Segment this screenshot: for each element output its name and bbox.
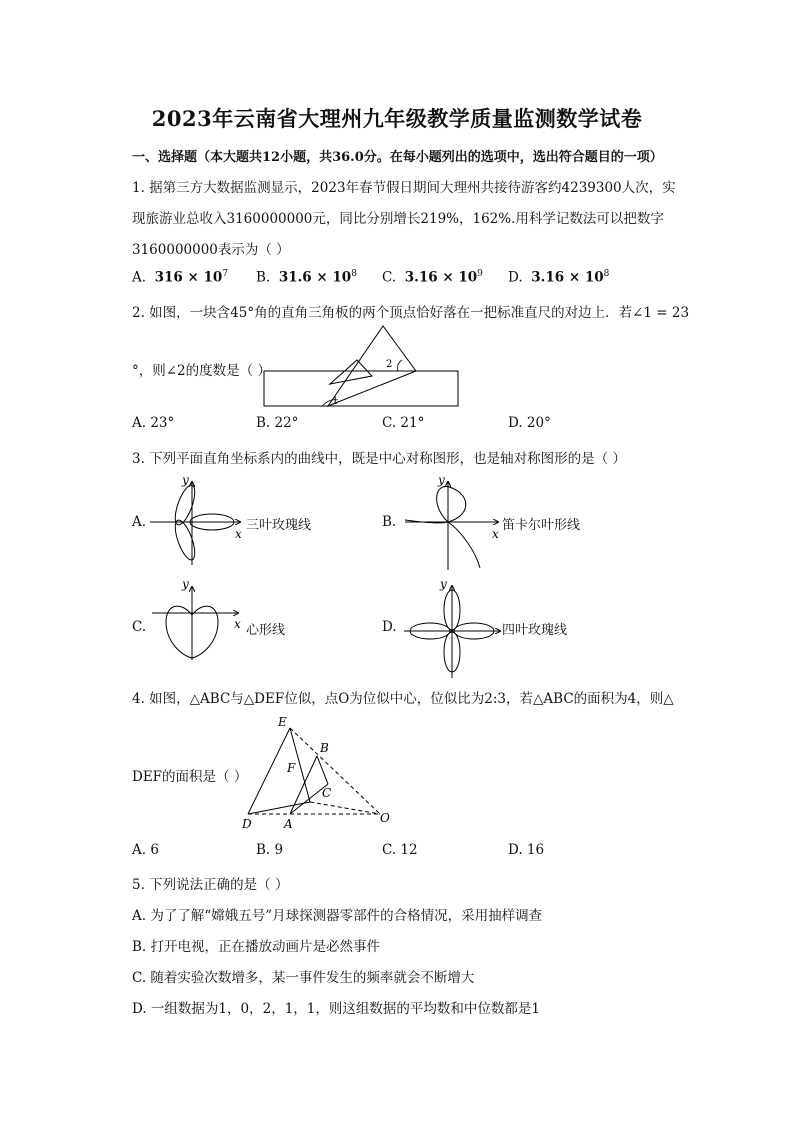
- svg-text:x: x: [234, 617, 241, 631]
- svg-text:x: x: [492, 527, 499, 541]
- q2-option-a[interactable]: A. 23°: [132, 415, 175, 431]
- q3-option-a-name: 三叶玫瑰线: [246, 518, 312, 533]
- point-c-label: C: [322, 786, 332, 800]
- point-e-label: E: [278, 715, 287, 729]
- q2-option-c[interactable]: C. 21°: [382, 415, 425, 431]
- svg-text:y: y: [438, 473, 445, 487]
- q4-line2: DEF的面积是（ ）: [132, 769, 248, 785]
- q3-option-c-name: 心形线: [246, 623, 286, 638]
- q2-line1: 2. 如图，一块含45°角的直角三角板的两个顶点恰好落在一把标准直尺的对边上．若∠1 = 23: [132, 305, 690, 321]
- q4-option-c[interactable]: C. 12: [382, 842, 418, 858]
- q1-option-b[interactable]: B. $31.6 \times 10^8$: [256, 269, 357, 286]
- q4-option-d[interactable]: D. 16: [508, 842, 545, 858]
- q5-option-c[interactable]: C. 随着实验次数增多，某一事件发生的频率就会不断增大: [132, 970, 475, 986]
- q1-line2: 现旅游业总收入3160000000元，同比分别增长219%，162%.用科学记数法可以把数字: [132, 211, 664, 227]
- q3-line1: 3. 下列平面直角坐标系内的曲线中，既是中心对称图形，也是轴对称图形的是（ ）: [132, 451, 626, 467]
- q4-option-a[interactable]: A. 6: [132, 842, 159, 858]
- q3-option-d-name: 四叶玫瑰线: [502, 623, 568, 638]
- q5-line1: 5. 下列说法正确的是（ ）: [132, 877, 289, 893]
- q2-option-b[interactable]: B. 22°: [256, 415, 299, 431]
- q1-line1: 1. 据第三方大数据监测显示，2023年春节假日期间大理州共接待游客约4239300人次，实: [132, 180, 676, 196]
- q5-option-d[interactable]: D. 一组数据为1，0，2，1，1，则这组数据的平均数和中位数都是1: [132, 1001, 540, 1017]
- q1-line3: 3160000000表示为（ ）: [132, 242, 290, 258]
- q1-option-d[interactable]: D. $3.16 \times 10^8$: [508, 269, 610, 286]
- q5-option-b[interactable]: B. 打开电视，正在播放动画片是必然事件: [132, 939, 381, 955]
- svg-text:y: y: [182, 577, 189, 591]
- q2-line2: °，则∠2的度数是（ ）: [132, 363, 271, 379]
- q3-option-c-label[interactable]: C.: [132, 619, 147, 635]
- svg-text:y: y: [182, 473, 189, 487]
- exam-title: 2023年云南省大理州九年级教学质量监测数学试卷: [151, 106, 643, 131]
- q1-option-a[interactable]: A. $316 \times 10^7$: [132, 269, 229, 286]
- point-o-label: O: [380, 811, 390, 825]
- q3-option-b-label[interactable]: B.: [382, 514, 397, 530]
- q3-option-a-label[interactable]: A.: [132, 514, 147, 530]
- q5-option-a[interactable]: A. 为了了解“嫦娥五号”月球探测器零部件的合格情况，采用抽样调查: [132, 908, 543, 924]
- section-heading: 一、选择题（本大题共12小题，共36.0分。在每小题列出的选项中，选出符合题目的一项）: [132, 150, 663, 165]
- svg-text:x: x: [235, 527, 242, 541]
- q2-option-d[interactable]: D. 20°: [508, 415, 551, 431]
- q4-line1: 4. 如图，△ABC与△DEF位似，点O为位似中心，位似比为2:3，若△ABC的面积为4，则△: [132, 691, 674, 707]
- point-b-label: B: [320, 741, 329, 755]
- point-f-label: F: [287, 761, 296, 775]
- svg-text:y: y: [440, 577, 447, 591]
- point-a-label: A: [284, 817, 293, 831]
- q4-option-b[interactable]: B. 9: [256, 842, 284, 858]
- angle-1-label: 1: [332, 396, 339, 407]
- angle-2-label: 2: [386, 359, 393, 370]
- q3-option-d-label[interactable]: D.: [382, 619, 397, 635]
- q1-option-c[interactable]: C. $3.16 \times 10^9$: [382, 269, 483, 286]
- point-d-label: D: [242, 817, 252, 831]
- q3-option-b-name: 笛卡尔叶形线: [502, 518, 581, 533]
